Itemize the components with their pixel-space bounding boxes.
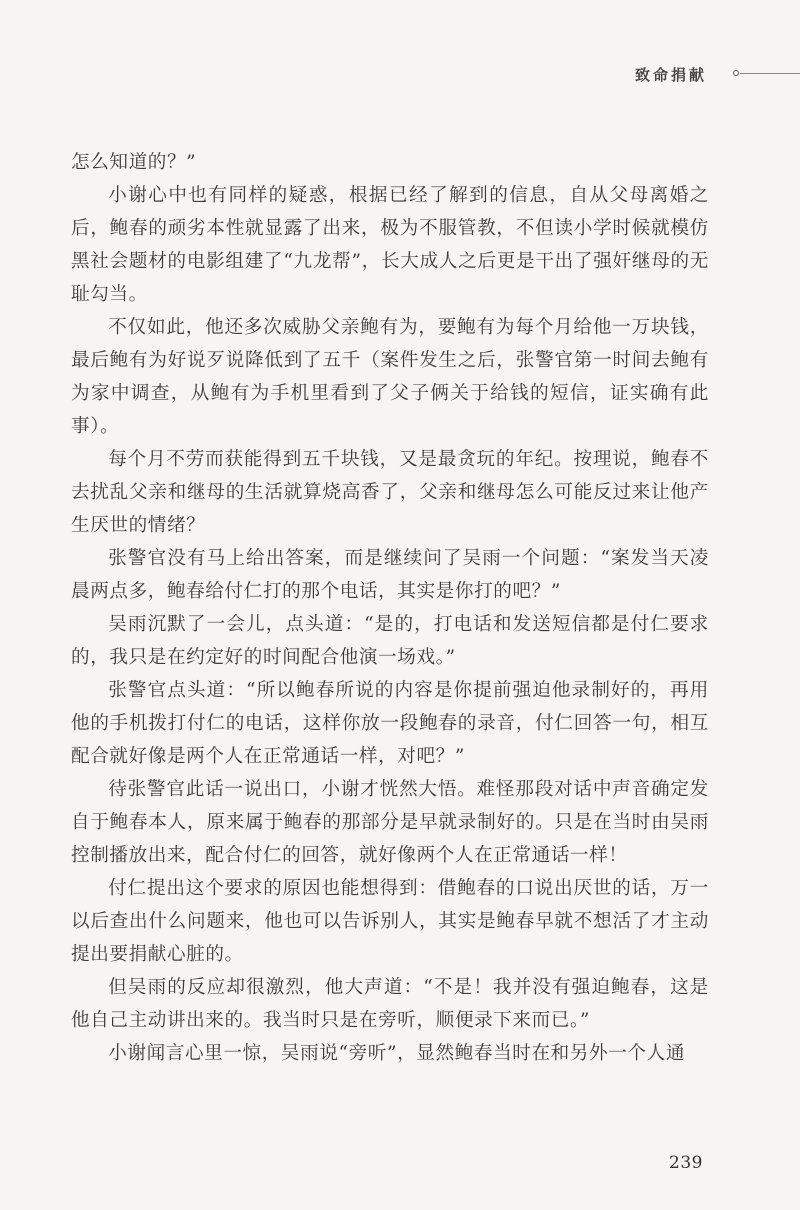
paragraph-3: 不仅如此，他还多次威胁父亲鲍有为，要鲍有为每个月给他一万块钱，最后鲍有为好说歹说降低到了五千（案件发生之后，张警官第一时间去鲍有为家中调查，从鲍有为手机里看到了父子俩关于给钱的短信，证实确有此事）。 [71, 317, 709, 437]
paragraph-8: 待张警官此话一说出口，小谢才恍然大悟。难怪那段对话中声音确定发自于鲍春本人，原来属于鲍春的那部分是早就录制好的。只是在当时由吴雨控制播放出来，配合付仁的回答，就好像两个人在正常通话一样！ [71, 779, 709, 866]
paragraph-7: 张警官点头道：“所以鲍春所说的内容是你提前强迫他录制好的，再用他的手机拨打付仁的电话，这样你放一段鲍春的录音，付仁回答一句，相互配合就好像是两个人在正常通话一样，对吧？” [71, 680, 709, 767]
chapter-title: 致命捐献 [634, 66, 707, 84]
paragraph-2: 小谢心中也有同样的疑惑，根据已经了解到的信息，自从父母离婚之后，鲍春的顽劣本性就显露了出来，极为不服管教，不但读小学时候就模仿黑社会题材的电影组建了“九龙帮”，长大成人之后更是干出了强奸继母的无耻勾当。 [71, 185, 709, 305]
running-header [0, 64, 800, 88]
body-text [71, 146, 709, 1070]
paragraph-10: 但吴雨的反应却很激烈，他大声道：“不是！我并没有强迫鲍春，这是他自己主动讲出来的。我当时只是在旁听，顺便录下来而已。” [71, 977, 709, 1031]
page-number: 239 [669, 1153, 703, 1173]
header-rule [740, 73, 800, 74]
paragraph-4: 每个月不劳而获能得到五千块钱，又是最贪玩的年纪。按理说，鲍春不去扰乱父亲和继母的生活就算烧高香了，父亲和继母怎么可能反过来让他产生厌世的情绪？ [71, 449, 709, 536]
paragraph-6: 吴雨沉默了一会儿，点头道：“是的，打电话和发送短信都是付仁要求的，我只是在约定好的时间配合他演一场戏。” [71, 614, 709, 668]
paragraph-11: 小谢闻言心里一惊，吴雨说“旁听”，显然鲍春当时在和另外一个人通 [108, 1043, 686, 1064]
paragraph-1: 怎么知道的？” [71, 152, 197, 173]
paragraph-5: 张警官没有马上给出答案，而是继续问了吴雨一个问题：“案发当天凌晨两点多，鲍春给付仁打的那个电话，其实是你打的吧？” [71, 548, 709, 602]
paragraph-9: 付仁提出这个要求的原因也能想得到：借鲍春的口说出厌世的话，万一以后查出什么问题来，他也可以告诉别人，其实是鲍春早就不想活了才主动提出要捐献心脏的。 [71, 878, 709, 965]
header-circle-ornament [733, 70, 739, 76]
